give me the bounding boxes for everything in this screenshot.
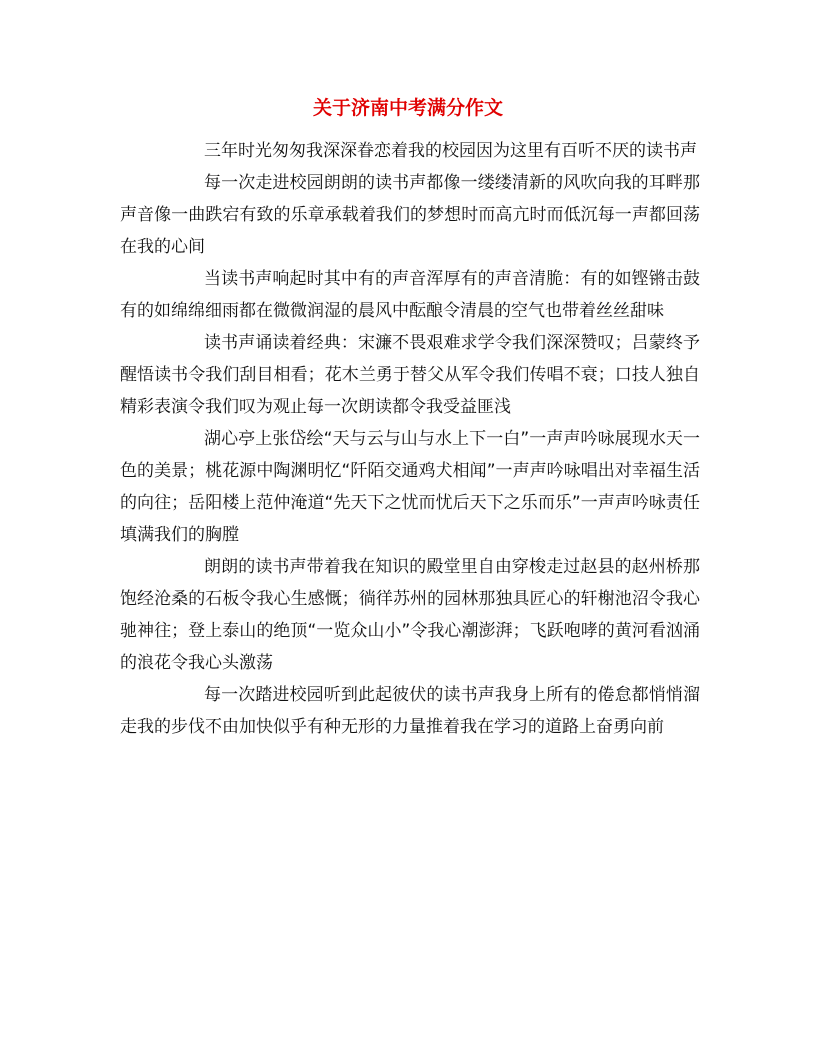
document-body: [120, 135, 700, 743]
paragraph: 三年时光匆匆我深深眷恋着我的校园因为这里有百听不厌的读书声: [204, 141, 697, 161]
paragraph: 每一次踏进校园听到此起彼伏的读书声我身上所有的倦怠都悄悄溜走我的步伐不由加快似乎有种无形的力量推着我在学习的道路上奋勇向前: [120, 685, 700, 737]
paragraph: 读书声诵读着经典：宋濂不畏艰难求学令我们深深赞叹；吕蒙终予醒悟读书令我们刮目相看；花木兰勇于替父从军令我们传唱不衰；口技人独自精彩表演令我们叹为观止每一次朗读都令我受益匪浅: [120, 333, 700, 417]
paragraph: 每一次走进校园朗朗的读书声都像一缕缕清新的风吹向我的耳畔那声音像一曲跌宕有致的乐章承载着我们的梦想时而高亢时而低沉每一声都回荡在我的心间: [120, 173, 700, 257]
paragraph: 湖心亭上张岱绘“天与云与山与水上下一白”一声声吟咏展现水天一色的美景；桃花源中陶渊明忆“阡陌交通鸡犬相闻”一声声吟咏唱出对幸福生活的向往；岳阳楼上范仲淹道“先天下之忧而忧后天下之乐而乐”一声声吟咏责任填满我们的胸膛: [120, 429, 700, 545]
document-title: 关于济南中考满分作文: [312, 97, 503, 119]
paragraph: 当读书声响起时其中有的声音浑厚有的声音清脆：有的如铿锵击鼓有的如绵绵细雨都在微微润湿的晨风中酝酿令清晨的空气也带着丝丝甜味: [120, 269, 700, 321]
paragraph: 朗朗的读书声带着我在知识的殿堂里自由穿梭走过赵县的赵州桥那饱经沧桑的石板令我心生感慨；徜徉苏州的园林那独具匠心的轩榭池沼令我心驰神往；登上泰山的绝顶“一览众山小”令我心潮澎湃；飞跃咆哮的黄河看汹涌的浪花令我心头激荡: [120, 557, 700, 673]
